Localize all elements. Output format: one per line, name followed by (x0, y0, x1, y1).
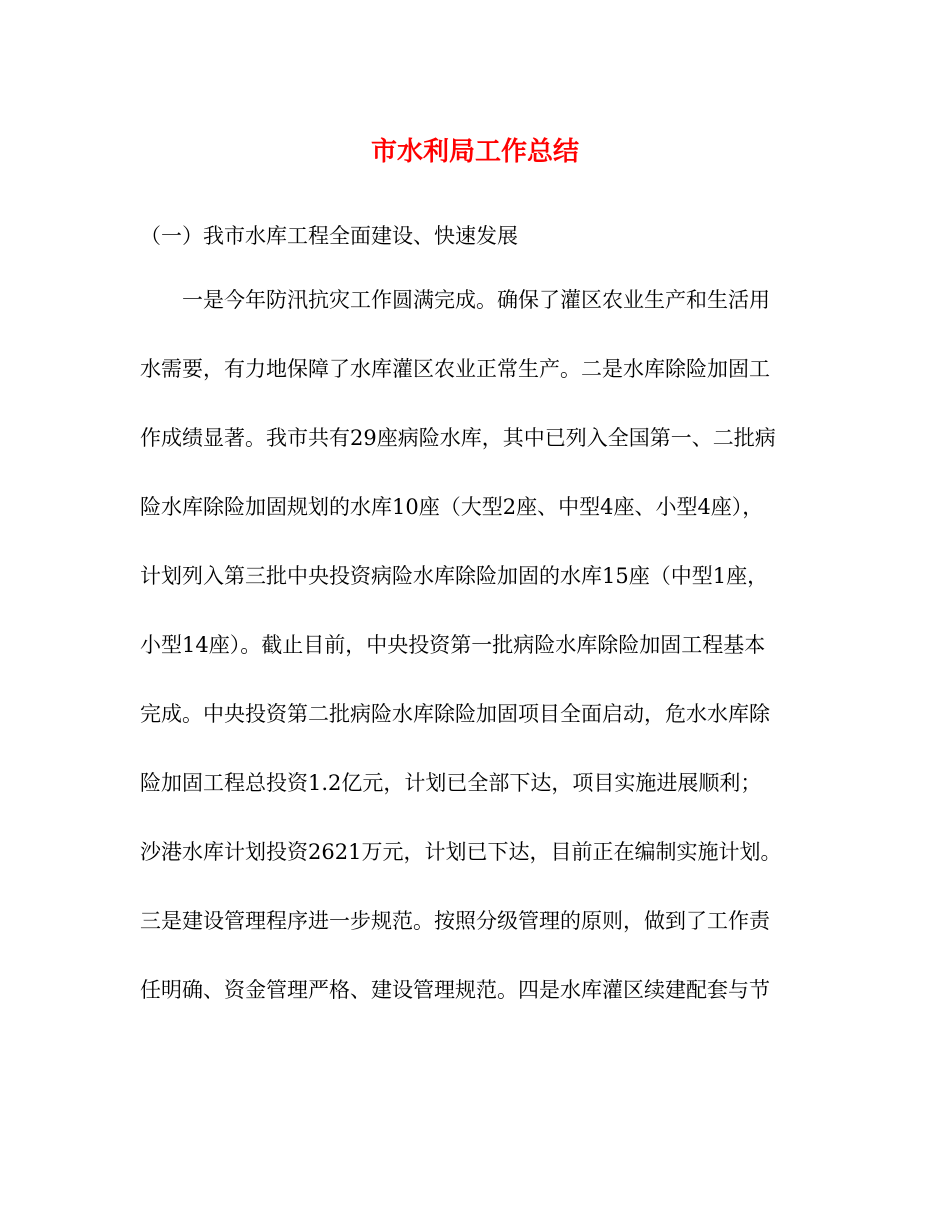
paragraph-line-10: 三是建设管理程序进一步规范。按照分级管理的原则，做到了工作责 (140, 909, 770, 933)
section-heading: （一）我市水库工程全面建设、快速发展 (140, 224, 518, 248)
paragraph-line-11: 任明确、资金管理严格、建设管理规范。四是水库灌区续建配套与节 (140, 978, 770, 1002)
document-title: 市水利局工作总结 (370, 137, 579, 167)
paragraph-line-7: 完成。中央投资第二批病险水库除险加固项目全面启动，危水水库除 (140, 702, 770, 726)
body-paragraph (140, 282, 820, 1041)
paragraph-line-1: 一是今年防汛抗灾工作圆满完成。确保了灌区农业生产和生活用 (182, 288, 770, 312)
paragraph-line-4: 险水库除险加固规划的水库10座（大型2座、中型4座、小型4座）， (140, 495, 764, 519)
paragraph-line-5: 计划列入第三批中央投资病险水库除险加固的水库15座（中型1座， (140, 564, 769, 588)
paragraph-line-6: 小型14座）。截止目前，中央投资第一批病险水库除险加固工程基本 (140, 633, 766, 657)
paragraph-line-3: 作成绩显著。我市共有29座病险水库，其中已列入全国第一、二批病 (140, 426, 776, 450)
paragraph-line-8: 险加固工程总投资1.2亿元，计划已全部下达，项目实施进展顺利； (140, 771, 762, 795)
paragraph-line-9: 沙港水库计划投资2621万元，计划已下达，目前正在编制实施计划。 (140, 840, 782, 864)
paragraph-line-2: 水需要，有力地保障了水库灌区农业正常生产。二是水库除险加固工 (140, 357, 770, 381)
